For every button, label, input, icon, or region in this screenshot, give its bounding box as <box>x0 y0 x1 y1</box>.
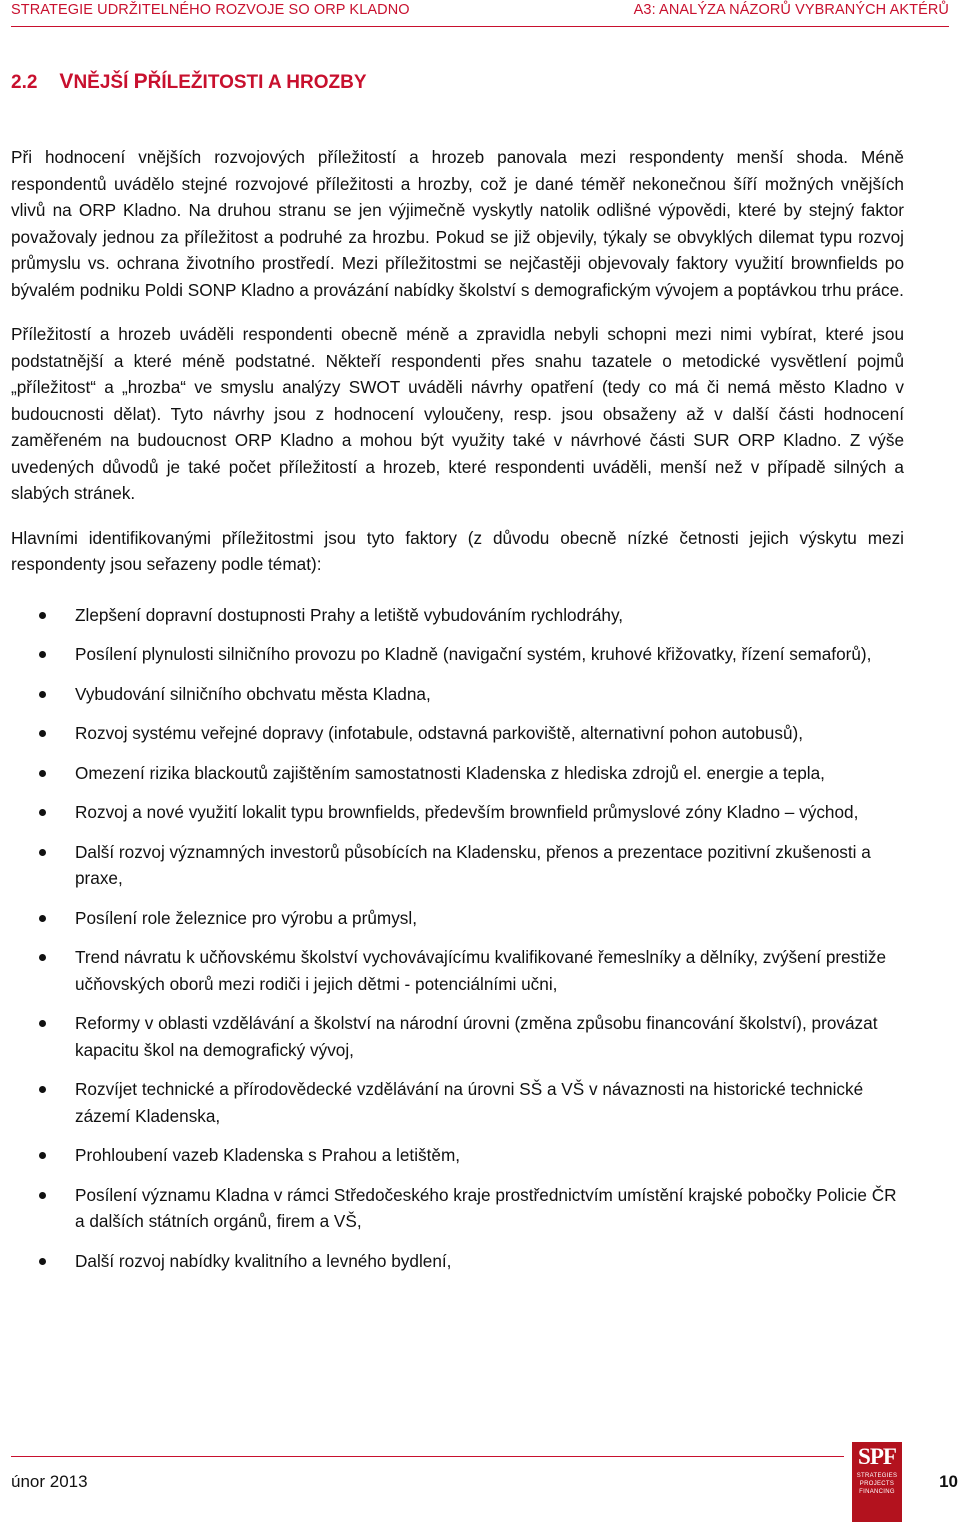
bullet-icon <box>39 691 46 698</box>
bullet-icon <box>39 954 46 961</box>
bullet-icon <box>39 809 46 816</box>
section-number: 2.2 <box>11 72 38 93</box>
list-item: Rozvoj systému veřejné dopravy (infotabule, odstavná parkoviště, alternativní pohon autobusů), <box>11 720 904 747</box>
bullet-icon <box>39 915 46 922</box>
section-title-initial-2: P <box>133 70 148 93</box>
main-content <box>11 144 904 1287</box>
list-item: Další rozvoj nabídky kvalitního a levného bydlení, <box>11 1248 904 1275</box>
list-item: Vybudování silničního obchvatu města Kladna, <box>11 681 904 708</box>
list-item: Rozvíjet technické a přírodovědecké vzdělávání na úrovni SŠ a VŠ v návaznosti na historické technické zázemí Kladenska, <box>11 1076 904 1129</box>
list-item: Další rozvoj významných investorů působících na Kladensku, přenos a prezentace pozitivní zkušenosti a praxe, <box>11 839 904 892</box>
logo-line-strategies: STRATEGIES <box>856 1473 898 1479</box>
paragraph-methodology: Příležitostí a hrozeb uváděli respondenti obecně méně a zpravidla nebyli schopni mezi nimi vybírat, které jsou podstatnější a které méně podstatné. Někteří respondenti přes snahu tazatele o metodické vysvětlení pojmů „příležitost“ a „hrozba“ ve smyslu analýzy SWOT uváděli návrhy opatření (tedy co má či nemá město Kladno v budoucnosti dělat). Tyto návrhy jsou z hodnocení vyloučeny, resp. jsou obsaženy až v další části hodnocení zaměřeném na budoucnost ORP Kladno a mohou být využity také v návrhové části SUR ORP Kladno. Z výše uvedených důvodů je také počet příležitostí a hrozeb, které respondenti uváděli, menší než v případě silných a slabých stránek. <box>11 324 904 503</box>
bullet-icon <box>39 770 46 777</box>
list-item: Reformy v oblasti vzdělávání a školství na národní úrovni (změna způsobu financování školství), provázat kapacitu škol na demografický vývoj, <box>11 1010 904 1063</box>
bullet-icon <box>39 1020 46 1027</box>
list-item: Posílení významu Kladna v rámci Středočeského kraje prostřednictvím umístění krajské pobočky Policie ČR a dalších státních orgánů, firem a VŠ, <box>11 1182 904 1235</box>
list-item: Rozvoj a nové využití lokalit typu brownfields, především brownfield průmyslové zóny Kladno – východ, <box>11 799 904 826</box>
list-item: Omezení rizika blackoutů zajištěním samostatnosti Kladenska z hlediska zdrojů el. energie a tepla, <box>11 760 904 787</box>
opportunities-list <box>11 602 904 1275</box>
bullet-icon <box>39 1086 46 1093</box>
section-title-part2: ŘÍLEŽITOSTI A HROZBY <box>147 72 367 93</box>
bullet-icon <box>39 651 46 658</box>
spf-logo-icon <box>852 1442 902 1522</box>
header-annex-title: A3: ANALÝZA NÁZORŮ VYBRANÝCH AKTÉRŮ <box>633 2 949 18</box>
bullet-icon <box>39 849 46 856</box>
logo-mark: SPF <box>858 1444 896 1469</box>
footer-divider <box>11 1456 844 1457</box>
bullet-icon <box>39 1258 46 1265</box>
bullet-icon <box>39 612 46 619</box>
section-title-part1: NĚJŠÍ <box>73 72 134 93</box>
list-item: Trend návratu k učňovskému školství vychovávajícímu kvalifikované řemeslníky a dělníky, zvýšení prestiže učňovských oborů mezi rodiči i jejich dětmi - potenciálními učni, <box>11 944 904 997</box>
page-number: 10 <box>939 1472 958 1491</box>
page-header <box>11 0 949 27</box>
paragraph-list-intro: Hlavními identifikovanými příležitostmi jsou tyto faktory (z důvodu obecně nízké četnosti jejich výskytu mezi respondenty jsou seřazeny podle témat): <box>11 527 904 574</box>
bullet-icon <box>39 1152 46 1159</box>
bullet-icon <box>39 730 46 737</box>
section-heading <box>11 70 367 94</box>
list-item: Zlepšení dopravní dostupnosti Prahy a letiště vybudováním rychlodráhy, <box>11 602 904 629</box>
list-item: Posílení role železnice pro výrobu a průmysl, <box>11 905 904 932</box>
section-title-initial: V <box>59 70 74 93</box>
list-item: Posílení plynulosti silničního provozu po Kladně (navigační systém, kruhové křižovatky, řízení semaforů), <box>11 641 904 668</box>
logo-line-financing: FINANCING <box>859 1489 895 1495</box>
bullet-icon <box>39 1192 46 1199</box>
paragraph-intro: Při hodnocení vnějších rozvojových příležitostí a hrozeb panovala mezi respondenty menší shoda. Méně respondentů uvádělo stejné rozvojové příležitosti a hrozby, což je dané téměř nekonečnou šíří možných vnějších vlivů na ORP Kladno. Na druhou stranu se jen výjimečně vyskytly natolik odlišné výpovědi, které by stejný faktor považovaly jednou za příležitost a podruhé za hrozbu. Pokud se již objevily, týkaly se obvyklých dilemat typu rozvoj průmyslu vs. ochrana životního prostředí. Mezi příležitostmi se nejčastěji objevovaly faktory využití brownfields po bývalém podniku Poldi SONP Kladno a provázání nabídky školství s demografickým vývojem a poptávkou trhu práce. <box>11 147 904 300</box>
logo-line-projects: PROJECTS <box>859 1481 895 1487</box>
header-document-title: STRATEGIE UDRŽITELNÉHO ROZVOJE SO ORP KLADNO <box>11 2 410 18</box>
footer-date: únor 2013 <box>11 1472 88 1491</box>
list-item: Prohloubení vazeb Kladenska s Prahou a letištěm, <box>11 1142 904 1169</box>
